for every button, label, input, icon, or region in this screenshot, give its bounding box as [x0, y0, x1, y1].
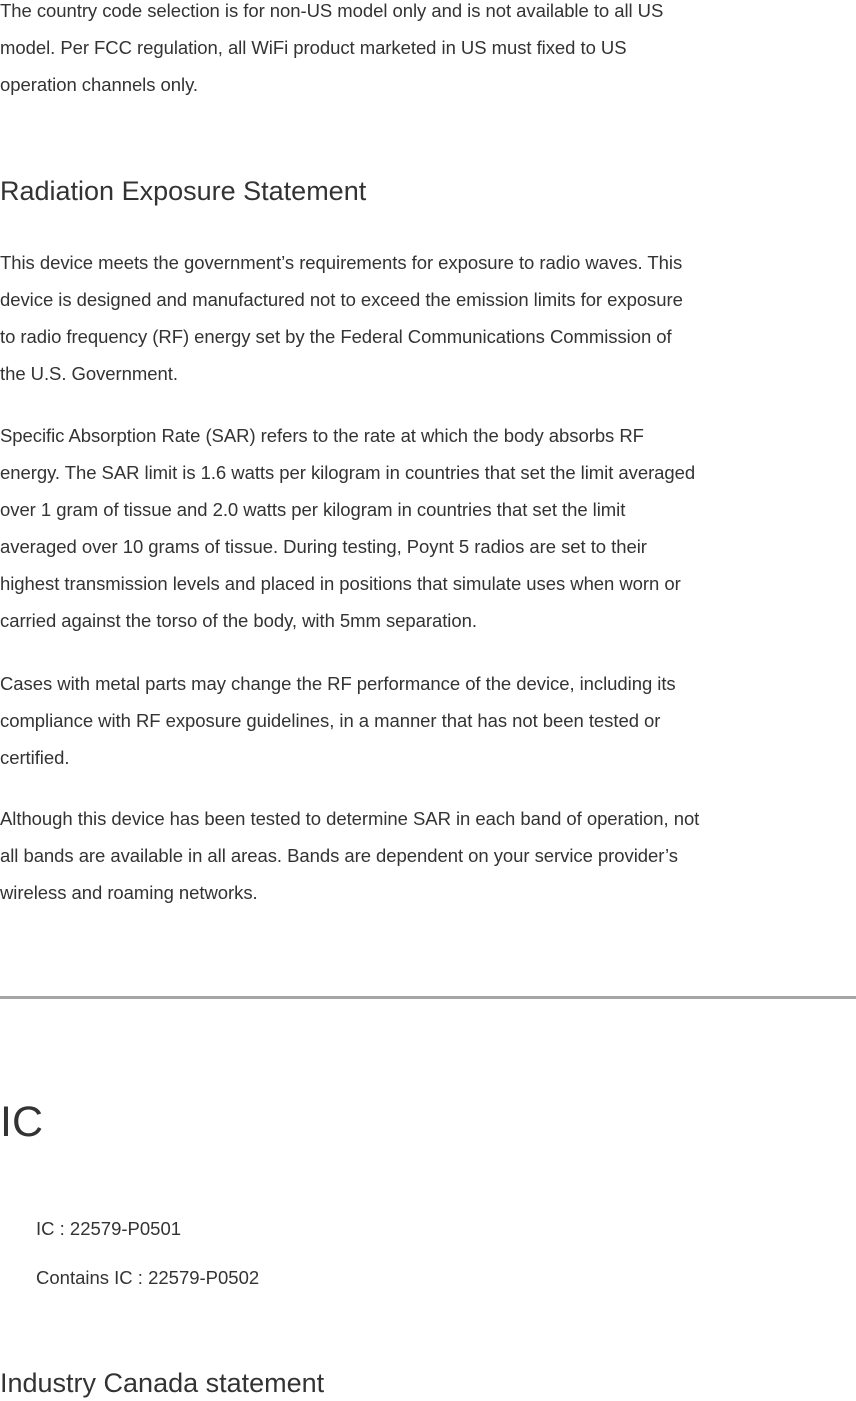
paragraph-line: Specific Absorption Rate (SAR) refers to the rate at which the body absorbs RF [0, 425, 644, 446]
intro-line: The country code selection is for non-US model only and is not available to all US [0, 0, 664, 21]
paragraph-line: the U.S. Government. [0, 363, 178, 384]
intro-paragraph [0, 0, 663, 103]
radiation-paragraph-2 [0, 417, 695, 639]
industry-canada-heading: Industry Canada statement [0, 1368, 325, 1398]
ic-heading: IC [0, 1098, 43, 1146]
paragraph-line: over 1 gram of tissue and 2.0 watts per kilogram in countries that set the limit [0, 499, 626, 520]
ic-contains-line: Contains IC : 22579-P0502 [36, 1267, 260, 1288]
radiation-paragraph-1 [0, 244, 683, 392]
section-divider [0, 996, 856, 999]
radiation-paragraph-3 [0, 665, 676, 776]
radiation-heading: Radiation Exposure Statement [0, 176, 367, 206]
paragraph-line: all bands are available in all areas. Bands are dependent on your service provider’s [0, 845, 678, 866]
paragraph-line: carried against the torso of the body, with 5mm separation. [0, 610, 477, 631]
ic-id-line: IC : 22579-P0501 [36, 1218, 182, 1239]
paragraph-line: certified. [0, 747, 70, 768]
radiation-paragraph-4 [0, 800, 699, 911]
paragraph-line: compliance with RF exposure guidelines, in a manner that has not been tested or [0, 710, 661, 731]
paragraph-line: This device meets the government’s requirements for exposure to radio waves. This [0, 252, 683, 273]
paragraph-line: Although this device has been tested to determine SAR in each band of operation, not [0, 808, 700, 829]
paragraph-line: device is designed and manufactured not to exceed the emission limits for exposure [0, 289, 683, 310]
paragraph-line: to radio frequency (RF) energy set by the Federal Communications Commission of [0, 326, 672, 347]
paragraph-line: Cases with metal parts may change the RF performance of the device, including its [0, 673, 676, 694]
paragraph-line: averaged over 10 grams of tissue. During testing, Poynt 5 radios are set to their [0, 536, 647, 557]
intro-line: operation channels only. [0, 74, 198, 95]
paragraph-line: wireless and roaming networks. [0, 882, 258, 903]
intro-line: model. Per FCC regulation, all WiFi product marketed in US must fixed to US [0, 37, 627, 58]
paragraph-line: highest transmission levels and placed in positions that simulate uses when worn or [0, 573, 681, 594]
paragraph-line: energy. The SAR limit is 1.6 watts per kilogram in countries that set the limit averaged [0, 462, 696, 483]
